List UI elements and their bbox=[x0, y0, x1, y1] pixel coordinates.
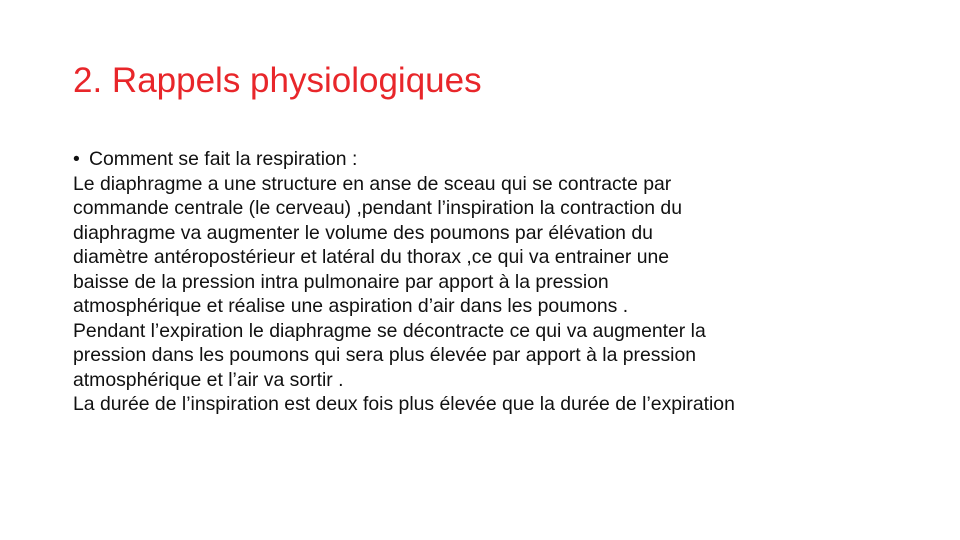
bullet-icon: • bbox=[73, 148, 80, 170]
text-line: La durée de l’inspiration est deux fois plus élevée que la durée de l’expiration bbox=[73, 393, 735, 415]
text-line: diamètre antéropostérieur et latéral du thorax ,ce qui va entrainer une bbox=[73, 246, 670, 268]
text-line: Le diaphragme a une structure en anse de sceau qui se contracte par bbox=[73, 172, 672, 195]
slide-title: 2. Rappels physiologiques bbox=[73, 61, 482, 100]
paragraph-duration bbox=[73, 392, 913, 417]
text-line: baisse de la pression intra pulmonaire par apport à la pression bbox=[73, 270, 609, 293]
slide-content bbox=[73, 147, 913, 417]
bullet-item bbox=[73, 147, 913, 172]
text-line: commande centrale (le cerveau) ,pendant l’inspiration la contraction du bbox=[73, 197, 682, 219]
paragraph-inspiration bbox=[73, 172, 913, 319]
paragraph-expiration bbox=[73, 319, 913, 393]
text-line: atmosphérique et réalise une aspiration d’air dans les poumons . bbox=[73, 295, 629, 317]
text-line: diaphragme va augmenter le volume des poumons par élévation du bbox=[73, 221, 653, 244]
text-line: Pendant l’expiration le diaphragme se décontracte ce qui va augmenter la bbox=[73, 319, 706, 342]
bullet-text: Comment se fait la respiration : bbox=[89, 148, 358, 170]
text-line: atmosphérique et l’air va sortir . bbox=[73, 368, 344, 391]
text-line: pression dans les poumons qui sera plus élevée par apport à la pression bbox=[73, 344, 697, 366]
